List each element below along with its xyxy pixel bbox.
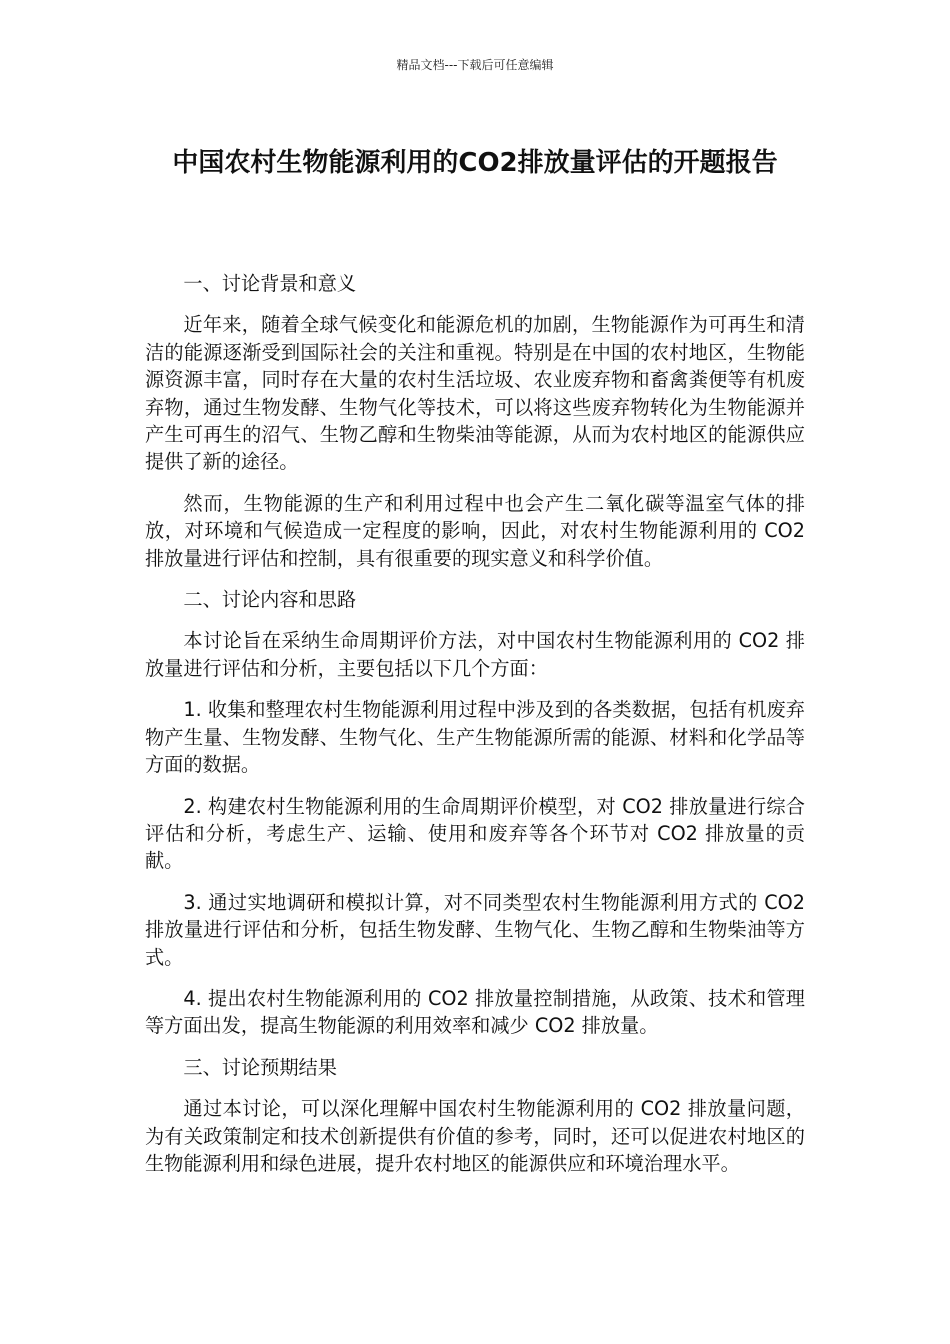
list-item-2: 2. 构建农村生物能源利用的生命周期评价模型，对 CO2 排放量进行综合评估和分析，考虑生产、运输、使用和废弃等各个环节对 CO2 排放量的贡献。 xyxy=(145,794,805,873)
section-heading-results: 三、讨论预期结果 xyxy=(183,1055,337,1079)
list-item-1: 1. 收集和整理农村生物能源利用过程中涉及到的各类数据，包括有机废弃物产生量、生物发酵、生物气化、生产生物能源所需的能源、材料和化学品等方面的数据。 xyxy=(145,698,805,777)
section-heading-content: 二、讨论内容和思路 xyxy=(183,588,357,612)
list-item-3: 3. 通过实地调研和模拟计算，对不同类型农村生物能源利用方式的 CO2 排放量进行评估和分析，包括生物发酵、生物气化、生物乙醇和生物柴油等方式。 xyxy=(145,890,805,969)
paragraph-background-1: 近年来，随着全球气候变化和能源危机的加剧，生物能源作为可再生和清洁的能源逐渐受到国际社会的关注和重视。特别是在中国的农村地区，生物能源资源丰富，同时存在大量的农村生活垃圾、农业废弃物和畜禽粪便等有机废弃物，通过生物发酵、生物气化等技术，可以将这些废弃物转化为生物能源并产生可再生的沼气、生物乙醇和生物柴油等能源，从而为农村地区的能源供应提供了新的途径。 xyxy=(145,313,805,474)
section-heading-background: 一、讨论背景和意义 xyxy=(183,272,357,295)
document-title: 中国农村生物能源利用的CO2排放量评估的开题报告 xyxy=(172,148,778,178)
document-body xyxy=(145,270,805,1191)
list-item-4: 4. 提出农村生物能源利用的 CO2 排放量控制措施，从政策、技术和管理等方面出发，提高生物能源的利用效率和减少 CO2 排放量。 xyxy=(145,986,805,1038)
paragraph-results: 通过本讨论，可以深化理解中国农村生物能源利用的 CO2 排放量问题，为有关政策制定和技术创新提供有价值的参考，同时，还可以促进农村地区的生物能源利用和绿色进展，提升农村地区的能源供应和环境治理水平。 xyxy=(145,1097,805,1175)
paragraph-content-intro: 本讨论旨在采纳生命周期评价方法，对中国农村生物能源利用的 CO2 排放量进行评估和分析，主要包括以下几个方面： xyxy=(145,629,805,680)
header-note: 精品文档---下载后可任意编辑 xyxy=(396,58,554,72)
paragraph-background-2: 然而，生物能源的生产和利用过程中也会产生二氧化碳等温室气体的排放，对环境和气候造成一定程度的影响，因此，对农村生物能源利用的 CO2 排放量进行评估和控制，具有很重要的现实意义和科学价值。 xyxy=(145,491,805,570)
